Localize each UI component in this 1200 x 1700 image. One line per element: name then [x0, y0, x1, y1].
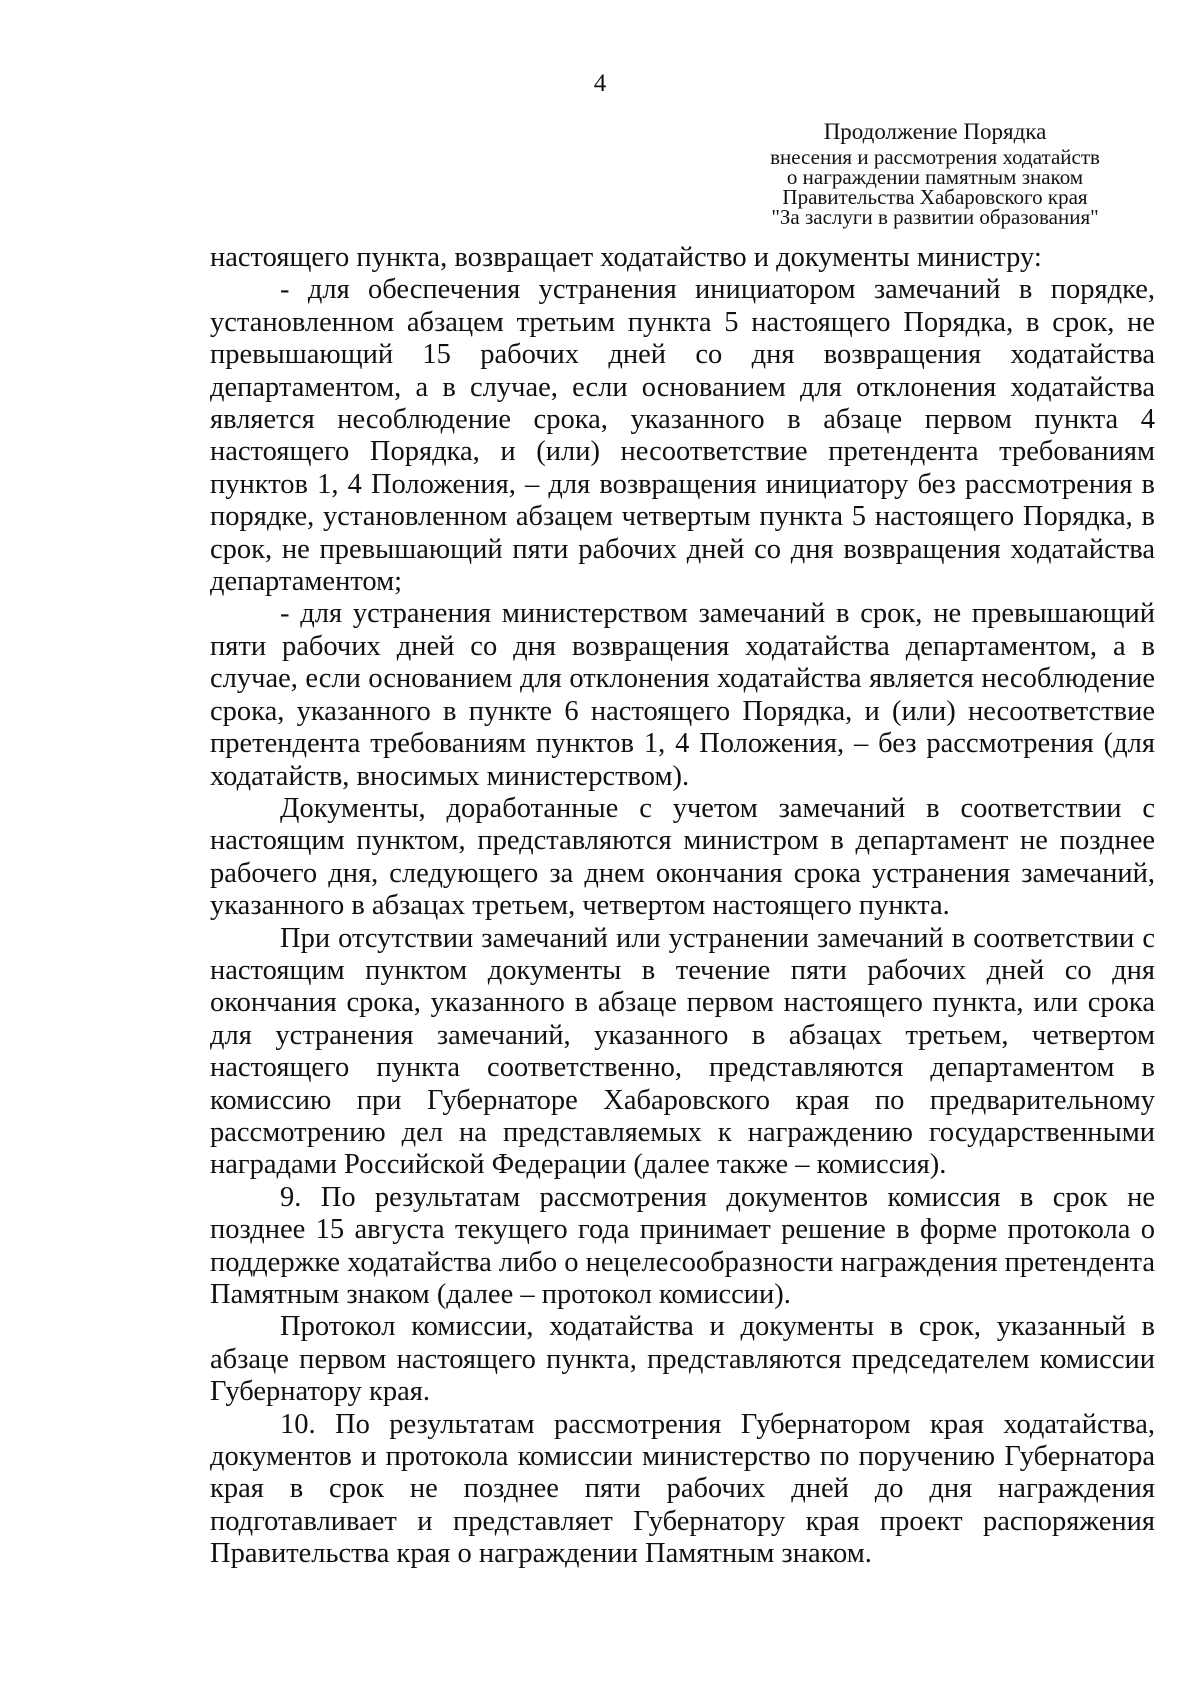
- paragraph-continuation: настоящего пункта, возвращает ходатайство и документы министру:: [210, 242, 1042, 273]
- page-number: 4: [593, 70, 607, 97]
- running-header-title: Продолжение Порядка: [823, 119, 1047, 144]
- document-body: [210, 242, 1155, 1571]
- paragraph: При отсутствии замечаний или устранении замечаний в соответствии с настоящим пунктом документы в течение пяти рабочих дней со дня окончания срока, указанного в абзаце первом настоящего пункта, или срока для устранения замечаний, указанного в абзацах третьем, четвертом настоящего пункта соответственно, представляются департаментом в комиссию при Губернаторе Хабаровского края по предварительному рассмотрению дел на представляемых к награждению государственными наградами Российской Федерации (далее также – комиссия).: [210, 922, 1155, 1181]
- paragraph: Документы, доработанные с учетом замечаний в соответствии с настоящим пунктом, представляются министром в департамент не позднее рабочего дня, следующего за днем окончания срока устранения замечаний, указанного в абзацах третьем, четвертом настоящего пункта.: [210, 792, 1155, 922]
- running-header-line: Правительства Хабаровского края: [782, 185, 1088, 209]
- paragraph-clause-9: 9. По результатам рассмотрения документов комиссия в срок не позднее 15 августа текущего года принимает решение в форме протокола о поддержке ходатайства либо о нецелесообразности награждения претендента Памятным знаком (далее – протокол комиссии).: [210, 1181, 1155, 1310]
- running-header-line: "За заслуги в развитии образования": [771, 205, 1099, 229]
- running-header: [725, 117, 1145, 227]
- running-header-line: внесения и рассмотрения ходатайств: [770, 145, 1100, 169]
- paragraph: Протокол комиссии, ходатайства и документы в срок, указанный в абзаце первом настоящего пункта, представляются председателем комиссии Губернатору края.: [210, 1311, 1155, 1408]
- paragraph-clause-10: 10. По результатам рассмотрения Губернатором края ходатайства, документов и протокола комиссии министерство по поручению Губернатора края в срок не позднее пяти рабочих дней до дня награждения подготавливает и представляет Губернатору края проект распоряжения Правительства края о награждении Памятным знаком.: [210, 1408, 1155, 1570]
- paragraph-list-item: - для устранения министерством замечаний в срок, не превышающий пяти рабочих дней со дня возвращения ходатайства департаментом, а в случае, если основанием для отклонения ходатайства является несоблюдение срока, указанного в пункте 6 настоящего Порядка, и (или) несоответствие претендента требованиям пунктов 1, 4 Положения, – без рассмотрения (для ходатайств, вносимых министерством).: [210, 598, 1155, 792]
- paragraph-list-item: - для обеспечения устранения инициатором замечаний в порядке, установленном абзацем третьим пункта 5 настоящего Порядка, в срок, не превышающий 15 рабочих дней со дня возвращения ходатайства департаментом, а в случае, если основанием для отклонения ходатайства является несоблюдение срока, указанного в абзаце первом пункта 4 настоящего Порядка, и (или) несоответствие претендента требованиям пунктов 1, 4 Положения, – для возвращения инициатору без рассмотрения в порядке, установленном абзацем четвертым пункта 5 настоящего Порядка, в срок, не превышающий пяти рабочих дней со дня возвращения ходатайства департаментом;: [210, 274, 1155, 598]
- running-header-line: о награждении памятным знаком: [786, 165, 1084, 189]
